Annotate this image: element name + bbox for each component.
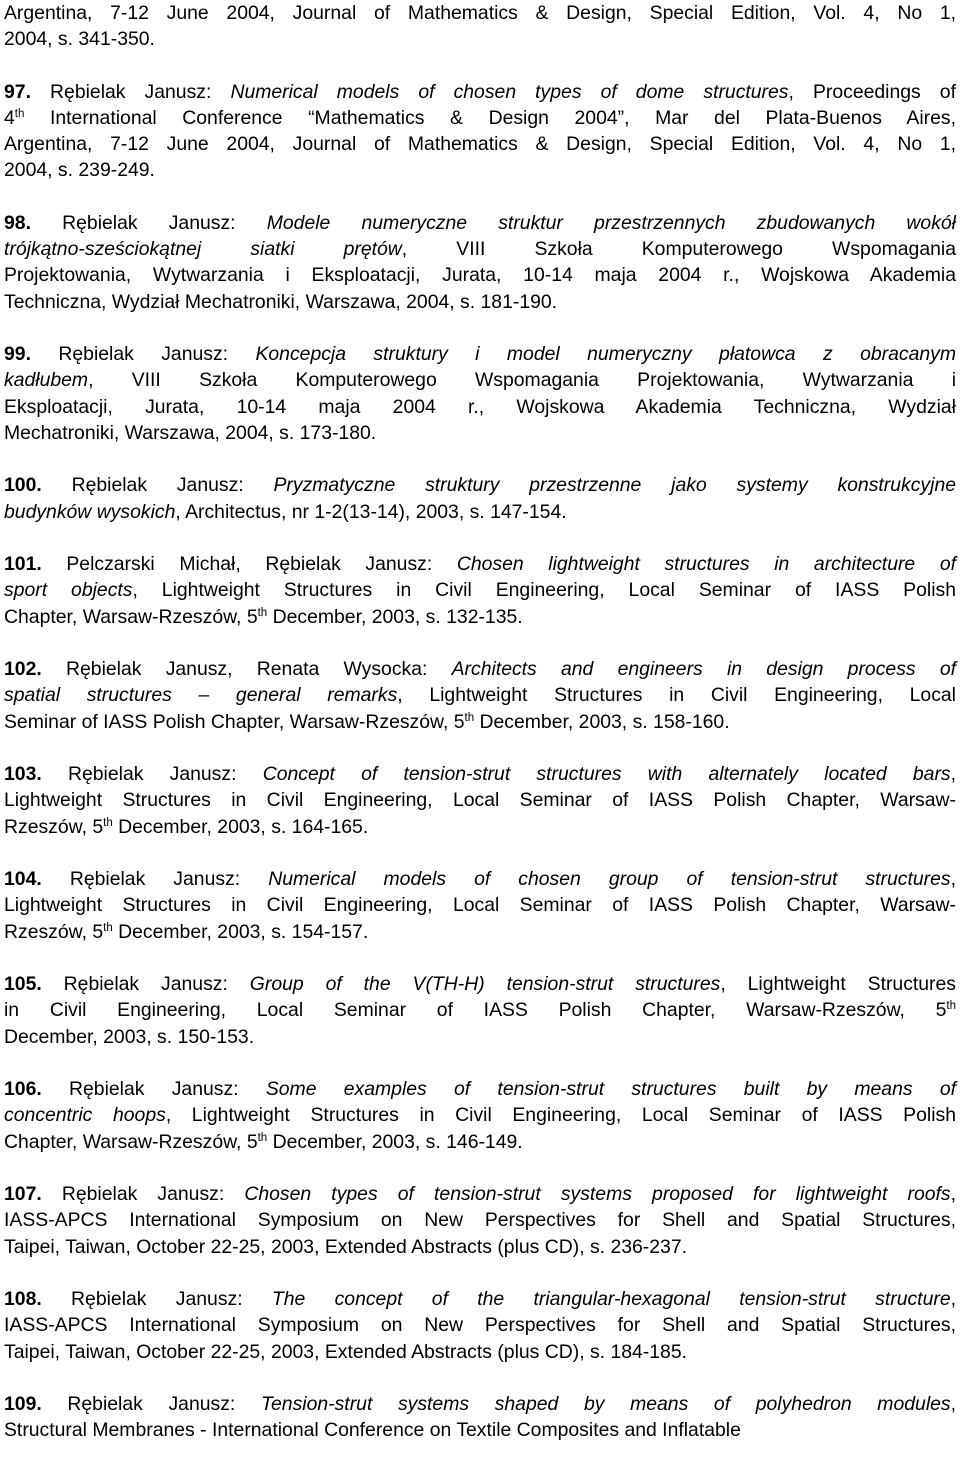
reference-text: Chapter, Warsaw-Rzeszów, 5: [4, 605, 258, 628]
reference-line: [4, 420, 956, 446]
reference-text: Rębielak Janusz:: [71, 1288, 272, 1311]
reference-text: Mechatroniki, Warszawa, 2004, s. 173-180.: [4, 421, 377, 444]
reference-text: Rębielak Janusz:: [71, 474, 274, 497]
reference-title: Pryzmatyczne struktury przestrzenne jako systemy konstrukcyjne: [273, 474, 957, 497]
reference-line: [4, 1286, 956, 1312]
reference-text: 4: [4, 107, 15, 129]
reference-entry: [4, 656, 956, 735]
reference-entry: [4, 472, 956, 524]
reference-title: spatial structures – general remarks: [4, 684, 398, 707]
reference-text: Argentina, 7-12 June 2004, Journal of Mathematics & Design, Special Edition, Vol. 4, No 1,: [4, 133, 956, 156]
entry-spacer: [4, 184, 956, 210]
reference-entry: [4, 551, 956, 630]
reference-number: 103.: [4, 763, 42, 786]
reference-title: Concept of tension-strut structures with alternately located bars: [262, 763, 951, 786]
reference-text: December, 2003, s. 146-149.: [267, 1130, 523, 1153]
reference-number: 105.: [4, 973, 42, 996]
reference-text: Rzeszów, 5: [4, 815, 104, 838]
reference-text: , Lightweight Structures in Civil Engineering, Local: [397, 684, 956, 707]
reference-entry: [4, 971, 956, 1050]
reference-entry: [4, 761, 956, 840]
entry-spacer: [4, 1365, 956, 1391]
reference-number: 106.: [4, 1078, 42, 1101]
superscript: th: [257, 606, 268, 619]
reference-line: [4, 1391, 956, 1417]
reference-title: Some examples of tension-strut structures built by means of: [265, 1078, 956, 1101]
reference-line: [4, 1024, 956, 1050]
reference-line: [4, 577, 956, 603]
reference-text: December, 2003, s. 154-157.: [112, 920, 369, 943]
reference-text: , VIII Szkoła Komputerowego Wspomagania Projektowania, Wytwarzania i: [88, 369, 956, 392]
reference-text: Rębielak Janusz:: [67, 1393, 261, 1416]
superscript: th: [14, 108, 25, 120]
reference-entry: [4, 1181, 956, 1260]
superscript: th: [103, 921, 113, 934]
reference-line: [4, 709, 956, 735]
reference-title: Tension-strut systems shaped by means of polyhedron modules: [260, 1393, 951, 1416]
reference-text: Rzeszów, 5: [4, 920, 104, 943]
reference-line: [4, 1339, 956, 1365]
reference-entry: [4, 1076, 956, 1155]
reference-text: Rębielak Janusz:: [63, 973, 250, 996]
entry-spacer: [4, 1050, 956, 1076]
reference-line: [4, 1181, 956, 1207]
reference-title: Group of the V(TH-H) tension-strut structures: [249, 973, 721, 996]
reference-text: Chapter, Warsaw-Rzeszów, 5: [4, 1130, 258, 1153]
reference-line: [4, 551, 956, 577]
reference-number: 108.: [4, 1288, 42, 1311]
reference-title: concentric hoops: [4, 1104, 166, 1127]
reference-entry: [4, 341, 956, 446]
reference-text: in Civil Engineering, Local Seminar of IASS Polish Chapter, Warsaw-Rzeszów, 5: [4, 999, 947, 1022]
reference-text: Rębielak Janusz:: [69, 1078, 266, 1101]
reference-text: ,: [950, 1288, 956, 1311]
reference-line: [4, 472, 956, 498]
reference-line: [4, 131, 956, 157]
reference-text: 2004, s. 341-350.: [4, 28, 155, 51]
reference-entry: [4, 1391, 956, 1443]
reference-text: December, 2003, s. 158-160.: [474, 710, 730, 733]
reference-title: Architects and engineers in design process of: [451, 658, 956, 681]
reference-entry-continuation: [4, 0, 956, 52]
reference-line: [4, 604, 956, 630]
reference-title: Numerical models of chosen group of tension-strut structures: [268, 868, 951, 891]
reference-line: [4, 787, 956, 813]
reference-text: Structural Membranes - International Conference on Textile Composites and Inflatable: [4, 1419, 741, 1442]
reference-line: [4, 210, 956, 236]
reference-line: [4, 1102, 956, 1128]
reference-entry: [4, 866, 956, 945]
reference-text: , Lightweight Structures in Civil Engineering, Local Seminar of IASS Polish: [132, 579, 956, 602]
reference-text: , Lightweight Structures: [720, 973, 956, 996]
reference-line: [4, 814, 956, 840]
reference-entry: [4, 79, 956, 184]
reference-text: December, 2003, s. 150-153.: [4, 1025, 255, 1048]
reference-text: , Architectus, nr 1-2(13-14), 2003, s. 147-154.: [175, 500, 567, 523]
reference-text: Taipei, Taiwan, October 22-25, 2003, Extended Abstracts (plus CD), s. 236-237.: [4, 1235, 687, 1258]
reference-text: International Conference “Mathematics & Design 2004”, Mar del Plata-Buenos Aires,: [24, 107, 956, 129]
superscript: th: [946, 1000, 956, 1013]
reference-line: [4, 26, 956, 52]
entry-spacer: [4, 945, 956, 971]
reference-line: [4, 656, 956, 682]
reference-line: [4, 499, 956, 525]
reference-line: [4, 79, 956, 105]
reference-text: IASS-APCS International Symposium on New Perspectives for Shell and Spatial Structures,: [4, 1209, 956, 1232]
reference-text: Rębielak Janusz:: [58, 343, 256, 366]
entry-spacer: [4, 1260, 956, 1286]
reference-line: [4, 262, 956, 288]
reference-text: Rębielak Janusz:: [69, 868, 269, 891]
reference-number: 109.: [4, 1393, 42, 1416]
reference-line: [4, 1312, 956, 1338]
reference-line: [4, 341, 956, 367]
entry-spacer: [4, 1155, 956, 1181]
entry-spacer: [4, 735, 956, 761]
reference-title: Numerical models of chosen types of dome structures: [230, 80, 789, 103]
reference-line: [4, 105, 956, 131]
reference-text: Argentina, 7-12 June 2004, Journal of Mathematics & Design, Special Edition, Vol. 4, No 1,: [4, 2, 956, 24]
reference-number: 97.: [4, 80, 31, 103]
reference-line: [4, 892, 956, 918]
entry-spacer: [4, 52, 956, 78]
reference-line: [4, 761, 956, 787]
reference-title: Chosen lightweight structures in architecture of: [456, 553, 956, 576]
reference-line: [4, 289, 956, 315]
reference-line: [4, 367, 956, 393]
reference-line: [4, 971, 956, 997]
entry-spacer: [4, 525, 956, 551]
reference-number: 102.: [4, 658, 42, 681]
reference-text: , Proceedings of: [788, 80, 956, 103]
reference-text: ,: [950, 1393, 956, 1416]
reference-text: Taipei, Taiwan, October 22-25, 2003, Extended Abstracts (plus CD), s. 184-185.: [4, 1340, 687, 1363]
reference-line: [4, 919, 956, 945]
reference-text: Lightweight Structures in Civil Engineering, Local Seminar of IASS Polish Chapter, Warsaw-: [4, 789, 956, 812]
reference-title: Chosen types of tension-strut systems proposed for lightweight roofs: [244, 1183, 951, 1206]
reference-line: [4, 157, 956, 183]
reference-title: budynków wysokich: [4, 500, 176, 523]
reference-line: [4, 866, 956, 892]
reference-title: The concept of the triangular-hexagonal tension-strut structure: [271, 1288, 951, 1311]
reference-text: Lightweight Structures in Civil Engineering, Local Seminar of IASS Polish Chapter, Warsaw-: [4, 894, 956, 917]
reference-text: Rębielak Janusz:: [62, 212, 267, 234]
reference-title: trójkątno-sześciokątnej siatki prętów: [4, 238, 402, 261]
reference-text: ,: [950, 868, 956, 891]
reference-text: Rębielak Janusz:: [61, 1183, 245, 1206]
reference-text: December, 2003, s. 164-165.: [112, 815, 369, 838]
reference-text: Projektowania, Wytwarzania i Eksploatacji, Jurata, 10-14 maja 2004 r., Wojskowa Akademia: [4, 264, 956, 287]
reference-title: Koncepcja struktury i model numeryczny płatowca z obracanym: [255, 343, 956, 366]
reference-entry: [4, 1286, 956, 1365]
reference-text: , VIII Szkoła Komputerowego Wspomagania: [401, 238, 956, 261]
reference-text: 2004, s. 239-249.: [4, 159, 155, 182]
reference-text: Rębielak Janusz, Renata Wysocka:: [66, 658, 452, 681]
reference-text: Rębielak Janusz:: [50, 80, 231, 103]
reference-text: Eksploatacji, Jurata, 10-14 maja 2004 r., Wojskowa Akademia Techniczna, Wydział: [4, 395, 956, 418]
entry-spacer: [4, 630, 956, 656]
reference-number: 100.: [4, 474, 42, 497]
reference-line: [4, 0, 956, 26]
reference-text: ,: [950, 763, 956, 786]
reference-line: [4, 394, 956, 420]
reference-title: Modele numeryczne struktur przestrzennych zbudowanych wokół: [266, 212, 956, 234]
reference-text: Pelczarski Michał, Rębielak Janusz:: [66, 553, 457, 576]
reference-title: kadłubem: [4, 369, 89, 392]
superscript: th: [464, 711, 475, 724]
reference-entry: [4, 210, 956, 315]
entry-spacer: [4, 315, 956, 341]
reference-line: [4, 1207, 956, 1233]
reference-line: [4, 1234, 956, 1260]
reference-text: IASS-APCS International Symposium on New Perspectives for Shell and Spatial Structures,: [4, 1314, 956, 1337]
reference-number: 104.: [4, 868, 42, 891]
entry-spacer: [4, 446, 956, 472]
reference-text: , Lightweight Structures in Civil Engineering, Local Seminar of IASS Polish: [165, 1104, 956, 1127]
reference-line: [4, 682, 956, 708]
superscript: th: [103, 816, 113, 829]
reference-number: 101.: [4, 553, 42, 576]
reference-text: Techniczna, Wydział Mechatroniki, Warszawa, 2004, s. 181-190.: [4, 290, 558, 313]
reference-line: [4, 236, 956, 262]
reference-text: December, 2003, s. 132-135.: [267, 605, 523, 628]
reference-title: sport objects: [4, 579, 133, 602]
reference-text: Rębielak Janusz:: [67, 763, 263, 786]
reference-text: Seminar of IASS Polish Chapter, Warsaw-Rzeszów, 5: [4, 710, 465, 733]
publication-list: [4, 0, 956, 1444]
reference-number: 98.: [4, 212, 31, 234]
reference-line: [4, 1417, 956, 1443]
reference-line: [4, 997, 956, 1023]
reference-line: [4, 1129, 956, 1155]
reference-line: [4, 1076, 956, 1102]
reference-number: 107.: [4, 1183, 42, 1206]
reference-text: ,: [950, 1183, 956, 1206]
entry-spacer: [4, 840, 956, 866]
superscript: th: [257, 1131, 268, 1144]
reference-number: 99.: [4, 343, 31, 366]
